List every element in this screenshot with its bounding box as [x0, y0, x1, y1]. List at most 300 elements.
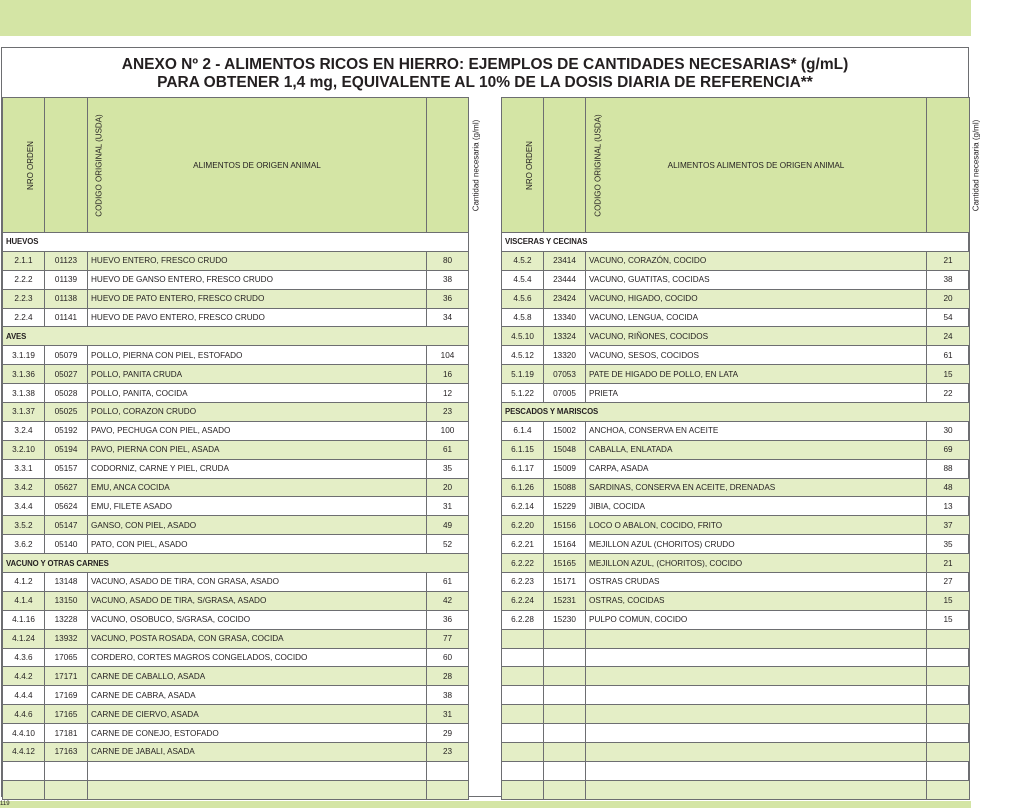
amount-cell: 20 [427, 478, 469, 497]
table-row [3, 270, 469, 289]
order-cell: 2.2.2 [3, 270, 45, 289]
order-cell [502, 724, 544, 743]
food-name-cell [586, 743, 927, 762]
food-name-cell: CODORNIZ, CARNE Y PIEL, CRUDA [88, 459, 427, 478]
food-name-cell: VACUNO, GUATITAS, COCIDAS [586, 270, 927, 289]
table-row [502, 327, 970, 346]
order-cell [3, 761, 45, 780]
table-row [502, 554, 970, 573]
code-cell: 15171 [544, 573, 586, 592]
category-label: VACUNO Y OTRAS CARNES [3, 554, 469, 573]
amount-cell: 38 [427, 686, 469, 705]
code-cell: 15009 [544, 459, 586, 478]
food-name-cell: CORDERO, CORTES MAGROS CONGELADOS, COCIDO [88, 648, 427, 667]
empty-row [502, 780, 970, 799]
amount-cell [927, 780, 970, 799]
amount-cell [427, 780, 469, 799]
table-row [502, 591, 970, 610]
amount-cell: 21 [927, 251, 970, 270]
category-label: HUEVOS [3, 233, 469, 252]
header-amount: Cantidad necesaria (g/ml) [427, 98, 469, 233]
food-name-cell: VACUNO, POSTA ROSADA, CON GRASA, COCIDA [88, 629, 427, 648]
food-name-cell: VACUNO, ASADO DE TIRA, S/GRASA, ASADO [88, 591, 427, 610]
code-cell: 13228 [45, 610, 88, 629]
amount-cell: 30 [927, 421, 970, 440]
table-row [3, 403, 469, 422]
food-name-cell: OSTRAS CRUDAS [586, 573, 927, 592]
header-food: ALIMENTOS DE ORIGEN ANIMAL [88, 98, 427, 233]
amount-cell: 69 [927, 440, 970, 459]
code-cell: 15002 [544, 421, 586, 440]
amount-cell [927, 667, 970, 686]
food-name-cell: CARNE DE CONEJO, ESTOFADO [88, 724, 427, 743]
empty-row [502, 648, 970, 667]
table-row [3, 686, 469, 705]
amount-cell: 54 [927, 308, 970, 327]
order-cell: 4.4.2 [3, 667, 45, 686]
order-cell [502, 629, 544, 648]
order-cell: 3.1.37 [3, 403, 45, 422]
table-row [3, 384, 469, 403]
order-cell: 3.2.4 [3, 421, 45, 440]
code-cell: 15156 [544, 516, 586, 535]
empty-row [502, 761, 970, 780]
table-row [3, 346, 469, 365]
code-cell [544, 648, 586, 667]
food-name-cell: HUEVO ENTERO, FRESCO CRUDO [88, 251, 427, 270]
food-name-cell: EMU, ANCA COCIDA [88, 478, 427, 497]
code-cell: 15164 [544, 535, 586, 554]
category-label: AVES [3, 327, 469, 346]
food-name-cell: POLLO, PIERNA CON PIEL, ESTOFADO [88, 346, 427, 365]
header-food: ALIMENTOS ALIMENTOS DE ORIGEN ANIMAL [586, 98, 927, 233]
food-name-cell: MEJILLON AZUL, (CHORITOS), COCIDO [586, 554, 927, 573]
empty-row [3, 761, 469, 780]
code-cell: 13320 [544, 346, 586, 365]
amount-cell: 88 [927, 459, 970, 478]
table-row [3, 308, 469, 327]
title-line-1: ANEXO Nº 2 - ALIMENTOS RICOS EN HIERRO: EJEMPLOS DE CANTIDADES NECESARIAS* (g/mL) [121, 56, 849, 73]
food-name-cell [586, 761, 927, 780]
amount-cell: 60 [427, 648, 469, 667]
amount-cell: 34 [427, 308, 469, 327]
code-cell [544, 705, 586, 724]
amount-cell: 61 [927, 346, 970, 365]
order-cell: 4.4.12 [3, 743, 45, 762]
table-row [3, 724, 469, 743]
table-row [3, 289, 469, 308]
code-cell: 23444 [544, 270, 586, 289]
order-cell [502, 743, 544, 762]
amount-cell: 23 [427, 743, 469, 762]
food-name-cell: HUEVO DE PATO ENTERO, FRESCO CRUDO [88, 289, 427, 308]
order-cell: 4.4.10 [3, 724, 45, 743]
amount-cell: 48 [927, 478, 970, 497]
amount-cell: 52 [427, 535, 469, 554]
code-cell: 13932 [45, 629, 88, 648]
amount-cell: 80 [427, 251, 469, 270]
code-cell [45, 761, 88, 780]
order-cell [502, 686, 544, 705]
food-name-cell [586, 686, 927, 705]
table-row [502, 308, 970, 327]
empty-row [502, 667, 970, 686]
order-cell: 4.5.4 [502, 270, 544, 289]
order-cell: 3.5.2 [3, 516, 45, 535]
food-name-cell: MEJILLON AZUL (CHORITOS) CRUDO [586, 535, 927, 554]
order-cell: 4.3.6 [3, 648, 45, 667]
food-name-cell: CARNE DE JABALI, ASADA [88, 743, 427, 762]
code-cell: 17169 [45, 686, 88, 705]
order-cell: 3.6.2 [3, 535, 45, 554]
table-row [502, 535, 970, 554]
amount-cell [927, 705, 970, 724]
order-cell: 6.2.14 [502, 497, 544, 516]
code-cell [45, 780, 88, 799]
order-cell [502, 780, 544, 799]
empty-row [502, 686, 970, 705]
right-table-body [502, 233, 970, 800]
food-name-cell: JIBIA, COCIDA [586, 497, 927, 516]
food-name-cell: HUEVO DE PAVO ENTERO, FRESCO CRUDO [88, 308, 427, 327]
code-cell: 07053 [544, 365, 586, 384]
header-code: CODIGO ORIGINAL (USDA) [544, 98, 586, 233]
food-name-cell: PATE DE HIGADO DE POLLO, EN LATA [586, 365, 927, 384]
order-cell: 4.5.8 [502, 308, 544, 327]
code-cell: 15231 [544, 591, 586, 610]
amount-cell: 13 [927, 497, 970, 516]
order-cell: 4.5.12 [502, 346, 544, 365]
left-table-body [3, 233, 469, 800]
order-cell: 3.3.1 [3, 459, 45, 478]
amount-cell: 35 [427, 459, 469, 478]
amount-cell: 104 [427, 346, 469, 365]
table-row [3, 365, 469, 384]
order-cell [3, 780, 45, 799]
food-name-cell [88, 780, 427, 799]
table-row [502, 516, 970, 535]
food-name-cell: VACUNO, LENGUA, COCIDA [586, 308, 927, 327]
amount-cell: 35 [927, 535, 970, 554]
code-cell: 01139 [45, 270, 88, 289]
food-name-cell: VACUNO, ASADO DE TIRA, CON GRASA, ASADO [88, 573, 427, 592]
order-cell: 6.1.15 [502, 440, 544, 459]
table-row [3, 421, 469, 440]
order-cell: 4.1.2 [3, 573, 45, 592]
order-cell: 4.4.4 [3, 686, 45, 705]
order-cell: 4.1.4 [3, 591, 45, 610]
code-cell: 15048 [544, 440, 586, 459]
amount-cell: 61 [427, 573, 469, 592]
food-name-cell: HUEVO DE GANSO ENTERO, FRESCO CRUDO [88, 270, 427, 289]
order-cell: 6.2.21 [502, 535, 544, 554]
order-cell: 3.4.4 [3, 497, 45, 516]
table-row [502, 365, 970, 384]
amount-cell: 31 [427, 497, 469, 516]
table-row [3, 629, 469, 648]
header-order: NRO ORDEN [502, 98, 544, 233]
right-food-table [501, 97, 981, 800]
code-cell: 17163 [45, 743, 88, 762]
order-cell [502, 705, 544, 724]
food-name-cell: VACUNO, HIGADO, COCIDO [586, 289, 927, 308]
food-name-cell: VACUNO, SESOS, COCIDOS [586, 346, 927, 365]
food-name-cell [586, 724, 927, 743]
amount-cell [927, 724, 970, 743]
code-cell [544, 686, 586, 705]
order-cell: 2.2.4 [3, 308, 45, 327]
code-cell: 05027 [45, 365, 88, 384]
amount-cell [927, 761, 970, 780]
code-cell: 01141 [45, 308, 88, 327]
order-cell: 5.1.22 [502, 384, 544, 403]
code-cell: 23414 [544, 251, 586, 270]
food-name-cell: POLLO, CORAZON CRUDO [88, 403, 427, 422]
food-name-cell: PAVO, PECHUGA CON PIEL, ASADO [88, 421, 427, 440]
code-cell: 05624 [45, 497, 88, 516]
right-header-row [502, 98, 970, 233]
amount-cell: 38 [927, 270, 970, 289]
table-row [3, 591, 469, 610]
order-cell: 6.1.4 [502, 421, 544, 440]
top-color-band [0, 0, 971, 36]
order-cell [502, 648, 544, 667]
category-label: VISCERAS Y CECINAS [502, 233, 970, 252]
code-cell: 13340 [544, 308, 586, 327]
amount-cell: 61 [427, 440, 469, 459]
amount-cell [927, 686, 970, 705]
food-name-cell: PAVO, PIERNA CON PIEL, ASADA [88, 440, 427, 459]
order-cell: 2.2.3 [3, 289, 45, 308]
amount-cell: 12 [427, 384, 469, 403]
amount-cell: 38 [427, 270, 469, 289]
amount-cell: 15 [927, 365, 970, 384]
amount-cell: 22 [927, 384, 970, 403]
code-cell: 15165 [544, 554, 586, 573]
code-cell [544, 629, 586, 648]
table-row [3, 478, 469, 497]
food-name-cell: CARPA, ASADA [586, 459, 927, 478]
order-cell: 3.1.38 [3, 384, 45, 403]
order-cell: 2.1.1 [3, 251, 45, 270]
table-row [3, 459, 469, 478]
table-row [3, 743, 469, 762]
amount-cell: 24 [927, 327, 970, 346]
code-cell: 17165 [45, 705, 88, 724]
category-row [3, 233, 469, 252]
code-cell: 01123 [45, 251, 88, 270]
amount-cell [927, 629, 970, 648]
amount-cell: 36 [427, 610, 469, 629]
table-row [502, 610, 970, 629]
order-cell: 4.5.2 [502, 251, 544, 270]
category-row [3, 554, 469, 573]
code-cell: 23424 [544, 289, 586, 308]
table-row [3, 497, 469, 516]
amount-cell: 15 [927, 610, 970, 629]
food-name-cell [586, 667, 927, 686]
code-cell: 13324 [544, 327, 586, 346]
amount-cell: 16 [427, 365, 469, 384]
code-cell: 05028 [45, 384, 88, 403]
code-cell: 05627 [45, 478, 88, 497]
amount-cell: 27 [927, 573, 970, 592]
food-name-cell: PULPO COMUN, COCIDO [586, 610, 927, 629]
code-cell: 07005 [544, 384, 586, 403]
order-cell: 4.5.6 [502, 289, 544, 308]
code-cell: 17181 [45, 724, 88, 743]
table-row [502, 421, 970, 440]
amount-cell [427, 761, 469, 780]
left-food-table [2, 97, 481, 800]
table-row [502, 384, 970, 403]
table-row [502, 497, 970, 516]
food-name-cell: VACUNO, RIÑONES, COCIDOS [586, 327, 927, 346]
amount-cell [927, 648, 970, 667]
table-row [502, 251, 970, 270]
food-name-cell [586, 629, 927, 648]
code-cell: 13148 [45, 573, 88, 592]
food-name-cell [586, 705, 927, 724]
order-cell: 3.4.2 [3, 478, 45, 497]
amount-cell: 21 [927, 554, 970, 573]
order-cell: 3.1.36 [3, 365, 45, 384]
order-cell [502, 667, 544, 686]
header-code: CODIGO ORIGINAL (USDA) [45, 98, 88, 233]
order-cell: 4.1.16 [3, 610, 45, 629]
food-name-cell: CARNE DE CIERVO, ASADA [88, 705, 427, 724]
code-cell [544, 780, 586, 799]
food-name-cell [88, 761, 427, 780]
code-cell: 15229 [544, 497, 586, 516]
category-row [3, 327, 469, 346]
food-name-cell: POLLO, PANITA CRUDA [88, 365, 427, 384]
food-name-cell: CABALLA, ENLATADA [586, 440, 927, 459]
food-name-cell: CARNE DE CABRA, ASADA [88, 686, 427, 705]
amount-cell: 100 [427, 421, 469, 440]
order-cell [502, 761, 544, 780]
amount-cell: 28 [427, 667, 469, 686]
order-cell: 4.4.6 [3, 705, 45, 724]
table-row [3, 535, 469, 554]
table-row [3, 610, 469, 629]
table-row [3, 251, 469, 270]
amount-cell: 23 [427, 403, 469, 422]
order-cell: 6.2.23 [502, 573, 544, 592]
order-cell: 6.2.28 [502, 610, 544, 629]
code-cell: 17065 [45, 648, 88, 667]
order-cell: 6.2.22 [502, 554, 544, 573]
food-name-cell: PATO, CON PIEL, ASADO [88, 535, 427, 554]
order-cell: 3.1.19 [3, 346, 45, 365]
food-name-cell: EMU, FILETE ASADO [88, 497, 427, 516]
food-name-cell: PRIETA [586, 384, 927, 403]
food-name-cell: ANCHOA, CONSERVA EN ACEITE [586, 421, 927, 440]
amount-cell: 31 [427, 705, 469, 724]
code-cell: 05192 [45, 421, 88, 440]
order-cell: 4.1.24 [3, 629, 45, 648]
empty-row [502, 743, 970, 762]
header-order: NRO ORDEN [3, 98, 45, 233]
order-cell: 6.2.24 [502, 591, 544, 610]
amount-cell: 36 [427, 289, 469, 308]
table-row [502, 573, 970, 592]
food-name-cell: VACUNO, CORAZÓN, COCIDO [586, 251, 927, 270]
table-row [3, 440, 469, 459]
code-cell: 15230 [544, 610, 586, 629]
table-row [502, 440, 970, 459]
code-cell: 15088 [544, 478, 586, 497]
food-name-cell: OSTRAS, COCIDAS [586, 591, 927, 610]
code-cell: 05079 [45, 346, 88, 365]
food-name-cell: SARDINAS, CONSERVA EN ACEITE, DRENADAS [586, 478, 927, 497]
category-label: PESCADOS Y MARISCOS [502, 403, 970, 422]
code-cell: 01138 [45, 289, 88, 308]
order-cell: 5.1.19 [502, 365, 544, 384]
table-row [3, 573, 469, 592]
code-cell [544, 724, 586, 743]
table-row [3, 705, 469, 724]
title-line-2: PARA OBTENER 1,4 mg, EQUIVALENTE AL 10% DE LA DOSIS DIARIA DE REFERENCIA** [157, 74, 813, 91]
annex-table-frame [1, 47, 981, 797]
table-row [3, 516, 469, 535]
amount-cell: 42 [427, 591, 469, 610]
amount-cell: 20 [927, 289, 970, 308]
order-cell: 3.2.10 [3, 440, 45, 459]
amount-cell [927, 743, 970, 762]
code-cell: 05147 [45, 516, 88, 535]
food-name-cell: GANSO, CON PIEL, ASADO [88, 516, 427, 535]
table-row [3, 667, 469, 686]
food-name-cell: LOCO O ABALON, COCIDO, FRITO [586, 516, 927, 535]
table-row [3, 648, 469, 667]
empty-row [502, 724, 970, 743]
code-cell: 05140 [45, 535, 88, 554]
amount-cell: 49 [427, 516, 469, 535]
code-cell [544, 761, 586, 780]
order-cell: 4.5.10 [502, 327, 544, 346]
table-row [502, 459, 970, 478]
food-name-cell [586, 648, 927, 667]
amount-cell: 15 [927, 591, 970, 610]
table-row [502, 289, 970, 308]
order-cell: 6.1.17 [502, 459, 544, 478]
order-cell: 6.2.20 [502, 516, 544, 535]
code-cell: 05025 [45, 403, 88, 422]
left-header-row [3, 98, 469, 233]
food-name-cell [586, 780, 927, 799]
code-cell [544, 667, 586, 686]
code-cell: 05194 [45, 440, 88, 459]
bottom-color-band [0, 801, 971, 808]
table-row [502, 346, 970, 365]
code-cell: 05157 [45, 459, 88, 478]
food-name-cell: VACUNO, OSOBUCO, S/GRASA, COCIDO [88, 610, 427, 629]
code-cell: 13150 [45, 591, 88, 610]
code-cell [544, 743, 586, 762]
amount-cell: 37 [927, 516, 970, 535]
header-amount: Cantidad necesaria (g/ml) [927, 98, 970, 233]
table-row [502, 270, 970, 289]
food-name-cell: POLLO, PANITA, COCIDA [88, 384, 427, 403]
amount-cell: 77 [427, 629, 469, 648]
empty-row [502, 629, 970, 648]
empty-row [502, 705, 970, 724]
annex-title [2, 48, 968, 97]
empty-row [3, 780, 469, 799]
page-number: 119 [0, 801, 10, 807]
category-row [502, 403, 970, 422]
